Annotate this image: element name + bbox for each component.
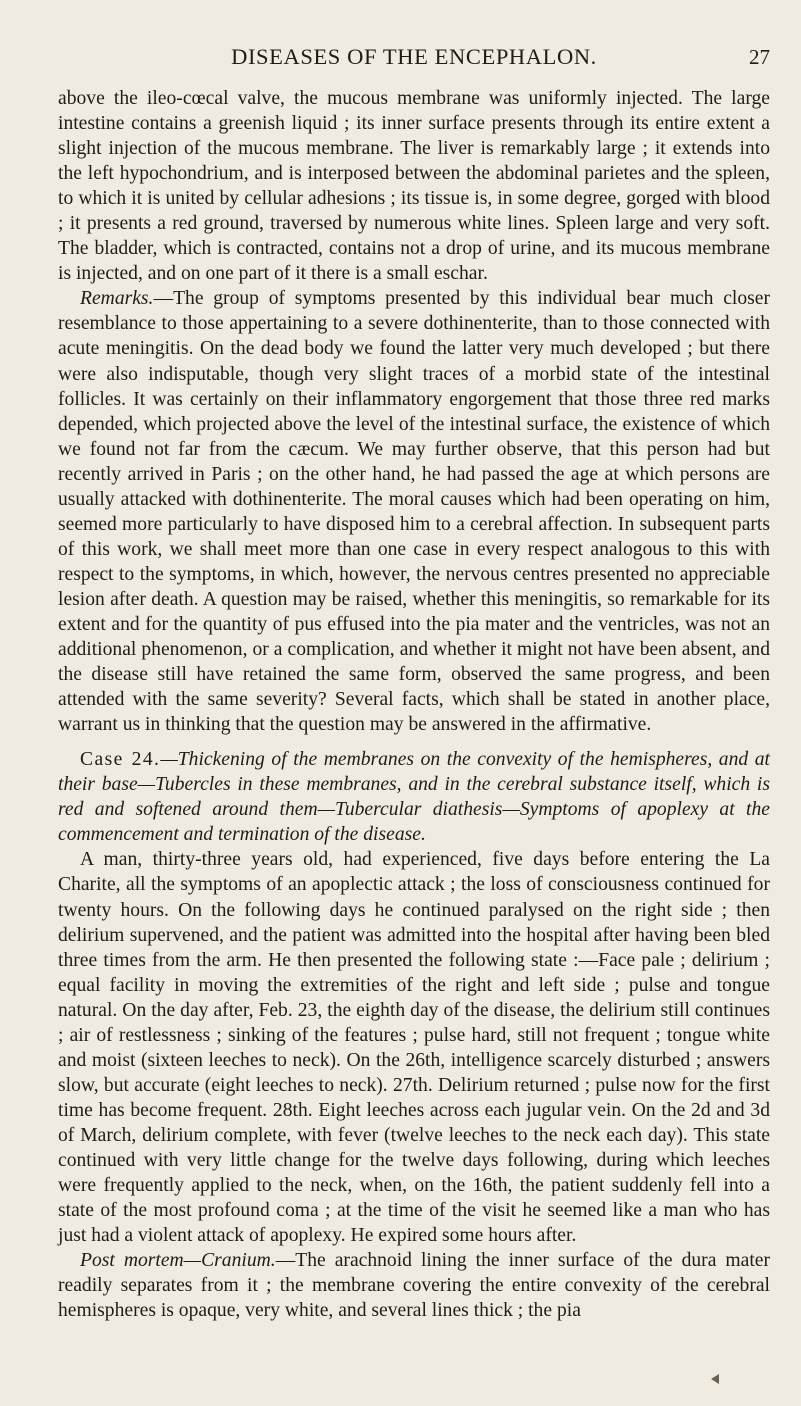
page-header	[58, 44, 770, 74]
case-heading	[58, 747, 770, 847]
running-head: DISEASES OF THE ENCEPHALON.	[231, 44, 597, 69]
paragraph-remarks	[58, 286, 770, 737]
body-text	[58, 86, 770, 1323]
paragraph-post-mortem	[58, 1248, 770, 1323]
paragraph-autopsy-continued: above the ileo-cœcal valve, the mucous membrane was uniformly injected. The large intestine contains a greenish liquid ; its inner surface presents through its entire extent a slight injection of the mucous membrane. The liver is remarkably large ; it extends into the left hypochondrium, and is interposed between the abdominal parietes and the spleen, to which it is united by cellular adhesions ; its tissue is, in some degree, gorged with blood ; it presents a red ground, traversed by numerous white lines. Spleen large and very soft. The bladder, which is contracted, contains not a drop of urine, and its mucous membrane is injected, and on one part of it there is a small eschar.	[58, 88, 770, 285]
post-mortem-label: Post mortem—Cranium.	[80, 1250, 276, 1272]
page-number: 27	[749, 45, 770, 69]
paragraph-case-history: A man, thirty-three years old, had experienced, five days before entering the La Charite, all the symptoms of an apoplectic attack ; the loss of consciousness continued for twenty hours. On the following days he continued paralysed on the right side ; then delirium supervened, and the patient was admitted into the hospital after having been bled three times from the arm. He then presented the following state :—Face pale ; delirium ; equal facility in moving the extremities of the right and left side ; pulse and tongue natural. On the day after, Feb. 23, the eighth day of the disease, the delirium still continues ; air of restlessness ; sinking of the features ; pulse hard, still not frequent ; tongue white and moist (sixteen leeches to neck). On the 26th, intelligence scarcely disturbed ; answers slow, but accurate (eight leeches to neck). 27th. Delirium returned ; pulse now for the first time has become frequent. 28th. Eight leeches across each jugular vein. On the 2d and 3d of March, delirium complete, with fever (twelve leeches to the neck each day). This state continued with very little change for the twelve days following, during which leeches were frequently applied to the neck, when, on the 16th, the patient suddenly fell into a state of the most profound coma ; at the time of the visit he seemed like a man who has just had a violent attack of apoplexy. He expired some hours after.	[58, 849, 770, 1247]
print-mark-icon	[711, 1374, 719, 1384]
case-title: —Thickening of the membranes on the convexity of the hemispheres, and at their base—Tubercles in these membranes, and in the cerebral substance itself, which is red and softened around them—Tubercular diathesis—Symptoms of apoplexy at the commencement and termination of the disease.	[58, 749, 770, 846]
case-label: Case 24.	[80, 749, 161, 771]
remarks-label: Remarks.	[80, 288, 154, 310]
post-mortem-text: —The arachnoid lining the inner surface of the dura mater readily separates from it ; the membrane covering the entire convexity of the cerebral hemispheres is opaque, very white, and several lines thick ; the pia	[58, 1250, 770, 1322]
remarks-text: —The group of symptoms presented by this individual bear much closer resemblance to those appertaining to a severe dothinenterite, than to those connected with acute meningitis. On the dead body we found the latter very much developed ; but there were also indisputable, though very slight traces of a morbid state of the intestinal follicles. It was certainly on their inflammatory engorgement that those three red marks depended, which projected above the level of the intestinal surface, the existence of which we found not far from the cæcum. We may further observe, that this person had but recently arrived in Paris ; on the other hand, he had passed the age at which persons are usually attacked with dothinenterite. The moral causes which had been operating on him, seemed more particularly to have disposed him to a cerebral affection. In subsequent parts of this work, we shall meet more than one case in every respect analogous to this with respect to the symptoms, in which, however, the nervous centres presented no appreciable lesion after death. A question may be raised, whether this meningitis, so remarkable for its extent and for the quantity of pus effused into the pia mater and the ventricles, was not an additional phenomenon, or a complication, and whether it might not have been absent, and the disease still have retained the same form, observed the same progress, and been attended with the same severity? Several facts, which shall be stated in another place, warrant us in thinking that the question may be answered in the affirmative.	[58, 288, 770, 736]
